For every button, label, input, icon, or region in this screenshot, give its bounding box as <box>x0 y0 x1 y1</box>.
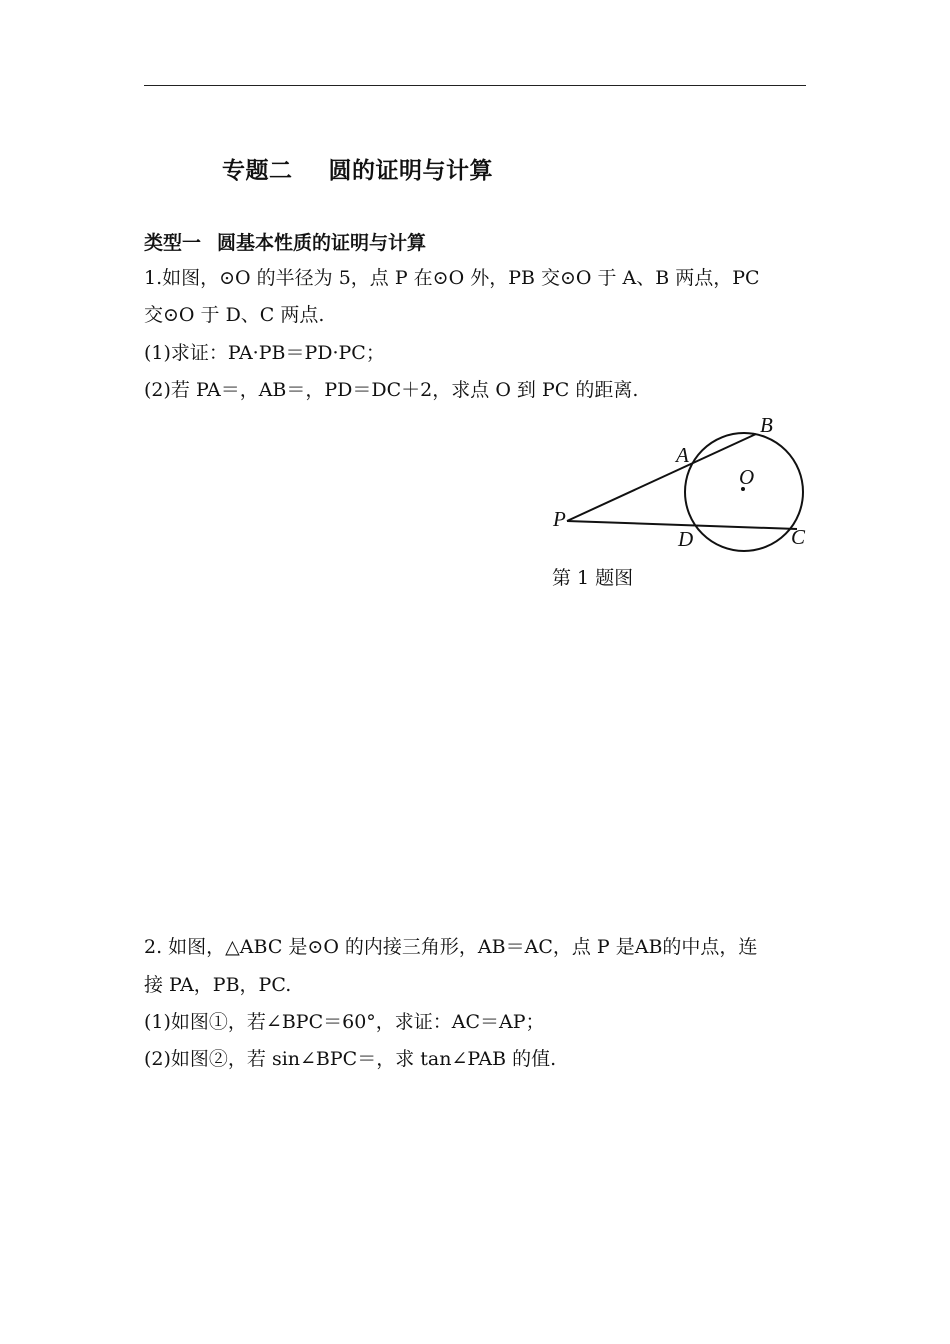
problem2-line1: 2. 如图，△ABC 是⊙O 的内接三角形，AB＝AC，点 P 是AB的中点，连 <box>144 936 758 958</box>
label-o: O <box>739 465 755 489</box>
problem1-line1: 1.如图，⊙O 的半径为 5，点 P 在⊙O 外，PB 交⊙O 于 A、B 两点，PC <box>144 267 760 289</box>
title-part2: 圆的证明与计算 <box>328 158 493 184</box>
type1-heading-text: 圆基本性质的证明与计算 <box>217 232 427 254</box>
section-heading-type1 <box>144 228 426 255</box>
circle-o <box>685 433 803 551</box>
problem1-line2: 交⊙O 于 D、C 两点. <box>144 304 325 326</box>
label-p: P <box>553 507 566 531</box>
label-a: A <box>676 443 689 467</box>
header-rule <box>144 85 806 86</box>
page-title <box>222 152 493 185</box>
type1-heading-label: 类型一 <box>144 232 202 254</box>
secant-pb <box>567 434 756 521</box>
label-b: B <box>760 413 773 437</box>
label-c: C <box>791 525 806 549</box>
problem2-line2: 接 PA，PB，PC. <box>144 974 292 996</box>
circle-secant-diagram <box>540 405 820 565</box>
problem1-figure <box>540 405 820 565</box>
title-part1: 专题二 <box>222 158 293 184</box>
label-d: D <box>678 527 694 551</box>
problem2-part2: (2)如图②，若 sin∠BPC＝，求 tan∠PAB 的值. <box>144 1048 557 1070</box>
problem1-part2: (2)若 PA＝，AB＝，PD＝DC＋2，求点 O 到 PC 的距离. <box>144 379 639 401</box>
problem1-part1: (1)求证：PA·PB＝PD·PC； <box>144 342 385 364</box>
figure1-caption: 第 1 题图 <box>552 567 634 589</box>
problem2-part1: (1)如图①，若∠BPC＝60°，求证：AC＝AP； <box>144 1011 545 1033</box>
